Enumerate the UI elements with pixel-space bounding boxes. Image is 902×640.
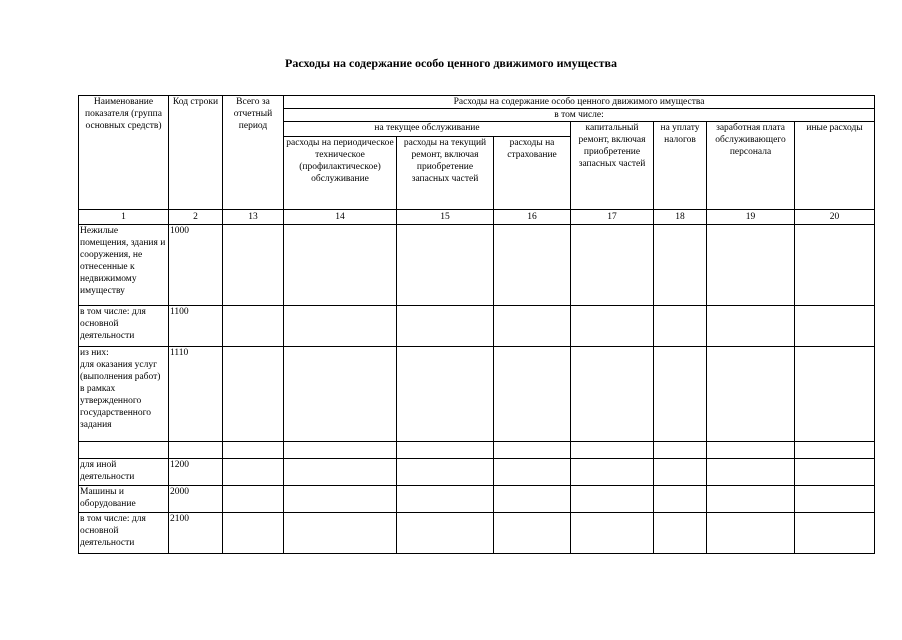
table-cell	[707, 486, 795, 513]
table-cell	[571, 347, 654, 442]
row-code: 1100	[169, 306, 223, 347]
table-cell	[654, 347, 707, 442]
header-current-maintenance: на текущее обслуживание	[284, 122, 571, 137]
header-expenses-group: Расходы на содержание особо ценного движимого имущества	[284, 96, 875, 109]
table-cell	[654, 442, 707, 459]
table-cell	[397, 225, 494, 306]
table-cell	[654, 306, 707, 347]
column-number: 14	[284, 210, 397, 225]
column-number: 2	[169, 210, 223, 225]
table-row	[79, 225, 875, 306]
table-cell	[571, 306, 654, 347]
table-cell	[707, 347, 795, 442]
table-cell	[284, 225, 397, 306]
column-number: 13	[223, 210, 284, 225]
document-title: Расходы на содержание особо ценного движимого имущества	[285, 56, 617, 70]
header-taxes: на уплату налогов	[654, 122, 707, 210]
table-cell	[707, 513, 795, 554]
header-salary: заработная плата обслуживающего персонала	[707, 122, 795, 210]
table-cell	[494, 513, 571, 554]
row-name: в том числе: для основной деятельности	[79, 513, 169, 554]
column-number: 15	[397, 210, 494, 225]
table-cell	[494, 347, 571, 442]
table-cell	[707, 442, 795, 459]
row-name: для иной деятельности	[79, 459, 169, 486]
header-row-1	[79, 96, 875, 109]
row-code: 2000	[169, 486, 223, 513]
header-capital-repair: капитальный ремонт, включая приобретение запасных частей	[571, 122, 654, 210]
table-cell	[397, 442, 494, 459]
table-cell	[654, 513, 707, 554]
table-cell	[284, 486, 397, 513]
column-number: 16	[494, 210, 571, 225]
table-cell	[795, 347, 875, 442]
table-cell	[397, 347, 494, 442]
header-total: Всего за отчетный период	[223, 96, 284, 210]
table-cell	[223, 347, 284, 442]
column-number: 19	[707, 210, 795, 225]
table-row	[79, 486, 875, 513]
row-code: 1000	[169, 225, 223, 306]
table-cell	[654, 486, 707, 513]
table-cell	[795, 513, 875, 554]
table-cell	[654, 225, 707, 306]
table-cell	[707, 225, 795, 306]
row-code: 2100	[169, 513, 223, 554]
table-cell	[397, 486, 494, 513]
header-periodic: расходы на периодическое техническое (профилактическое) обслуживание	[284, 137, 397, 210]
table-cell	[571, 225, 654, 306]
table-cell	[494, 442, 571, 459]
table-cell	[707, 306, 795, 347]
table-cell	[284, 442, 397, 459]
row-name	[79, 442, 169, 459]
column-number: 18	[654, 210, 707, 225]
table-cell	[494, 306, 571, 347]
table-cell	[494, 486, 571, 513]
table-cell	[494, 225, 571, 306]
header-other: иные расходы	[795, 122, 875, 210]
header-including: в том числе:	[284, 109, 875, 122]
table-cell	[284, 459, 397, 486]
table-cell	[397, 459, 494, 486]
row-name: из них: для оказания услуг (выполнения работ) в рамках утвержденного государственного задания	[79, 347, 169, 442]
table-cell	[795, 459, 875, 486]
table-cell	[284, 306, 397, 347]
table-cell	[571, 486, 654, 513]
table-cell	[494, 459, 571, 486]
table-row	[79, 306, 875, 347]
row-name: Нежилые помещения, здания и сооружения, не отнесенные к недвижимому имуществу	[79, 225, 169, 306]
table-cell	[223, 225, 284, 306]
header-name: Наименование показателя (группа основных средств)	[79, 96, 169, 210]
table-cell	[397, 306, 494, 347]
table-cell	[284, 347, 397, 442]
column-number: 20	[795, 210, 875, 225]
table-cell	[795, 442, 875, 459]
table-cell	[571, 442, 654, 459]
header-code: Код строки	[169, 96, 223, 210]
table-cell	[571, 513, 654, 554]
table-row	[79, 459, 875, 486]
header-current-repair: расходы на текущий ремонт, включая приобретение запасных частей	[397, 137, 494, 210]
table-cell	[654, 459, 707, 486]
header-insurance: расходы на страхование	[494, 137, 571, 210]
table-cell	[223, 513, 284, 554]
table-cell	[397, 513, 494, 554]
column-number: 17	[571, 210, 654, 225]
row-code: 1200	[169, 459, 223, 486]
row-name: Машины и оборудование	[79, 486, 169, 513]
row-code: 1110	[169, 347, 223, 442]
table-cell	[707, 459, 795, 486]
expenses-table	[78, 95, 875, 554]
table-cell	[795, 306, 875, 347]
table-cell	[571, 459, 654, 486]
row-name: в том числе: для основной деятельности	[79, 306, 169, 347]
table-row	[79, 347, 875, 442]
table-cell	[223, 486, 284, 513]
table-cell	[284, 513, 397, 554]
column-number: 1	[79, 210, 169, 225]
column-number-row	[79, 210, 875, 225]
table-cell	[795, 486, 875, 513]
table-cell	[223, 442, 284, 459]
table-row	[79, 513, 875, 554]
table-cell	[223, 459, 284, 486]
table-row	[79, 442, 875, 459]
table-cell	[795, 225, 875, 306]
row-code	[169, 442, 223, 459]
table-cell	[223, 306, 284, 347]
